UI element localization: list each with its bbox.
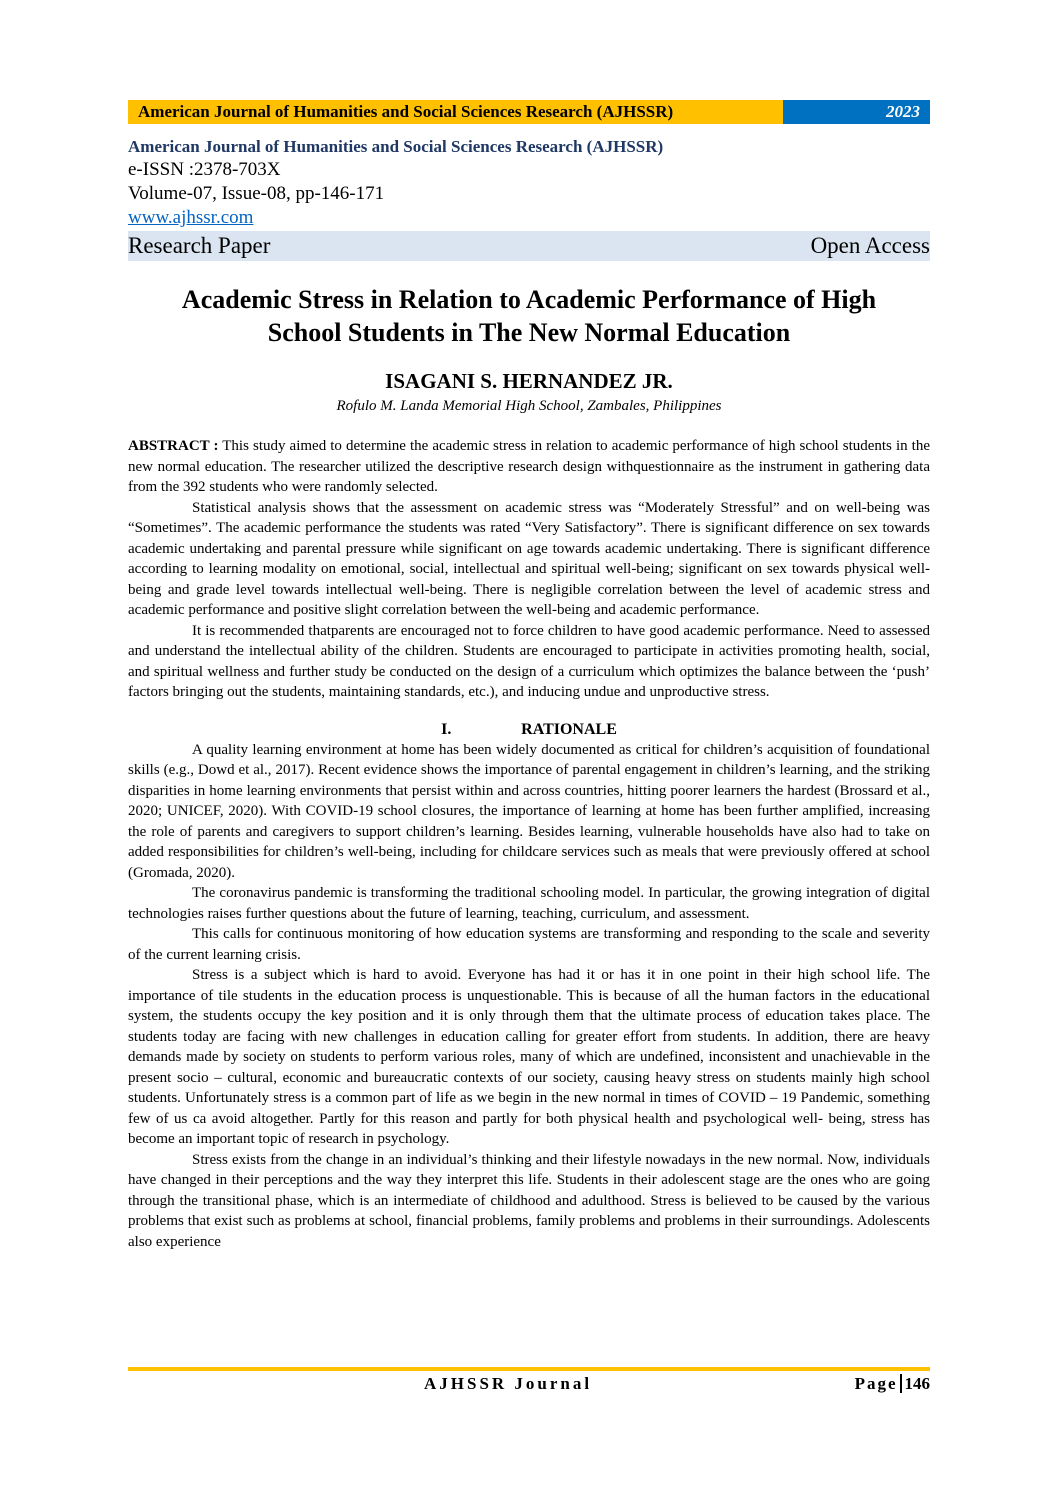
- article-body: [128, 436, 930, 1252]
- abstract-paragraph-3: It is recommended thatparents are encouraged not to force children to have good academic performance. Need to assessed and understand the intellectual ability of the children. Students are encouraged to participate in activities promoting health, social, and spiritual wellness and further study be conducted on the design of a curriculum which optimizes the balance between the ‘push’ factors bringing out the students, maintaining standards, etc.), and inducing undue and unproductive stress.: [128, 622, 930, 700]
- running-header-year: 2023: [783, 100, 930, 124]
- rationale-paragraph-4: Stress is a subject which is hard to avoid. Everyone has had it or has it in one point in their high school life. The importance of tile students in the education process is unquestionable. This is because of all the human factors in the educational system, the students occupy the key position and it is only through them that the ultimate process of education takes place. The students today are facing with new challenges in education calling for greater effort from students. In addition, there are heavy demands made by society on students to perform various roles, many of which are undefined, inconsistent and unachievable in the present socio – cultural, economic and bureaucratic contexts of our society, causing heavy stress on students mainly high school students. Unfortunately stress is a common part of life as we begin in the new normal in times of COVID – 19 Pandemic, something few of us ca avoid altogether. Partly for this reason and partly for both physical health and psychological well- being, stress has become an important topic of research in psychology.: [128, 967, 930, 1147]
- abstract-text-1: This study aimed to determine the academic stress in relation to academic performance of high school students in the new normal education. The researcher utilized the descriptive research design withquestionnaire as the instrument in gathering data from the 392 students who were randomly selected.: [128, 438, 930, 495]
- journal-website-link[interactable]: www.ajhssr.com: [128, 207, 254, 228]
- journal-title: American Journal of Humanities and Social Sciences Research (AJHSSR): [128, 137, 664, 156]
- author-name: ISAGANI S. HERNANDEZ JR.: [385, 369, 673, 393]
- eissn: e-ISSN :2378-703X: [128, 159, 281, 180]
- footer-page-number: 146: [900, 1374, 931, 1393]
- running-header-journal: American Journal of Humanities and Social Sciences Research (AJHSSR): [128, 100, 783, 124]
- footer-page: [855, 1374, 930, 1394]
- volume-issue: Volume-07, Issue-08, pp-146-171: [128, 183, 385, 204]
- rationale-paragraph-3: This calls for continuous monitoring of how education systems are transforming and responding to the scale and severity of the current learning crisis.: [128, 926, 930, 963]
- section-number: I.: [441, 720, 452, 738]
- abstract-paragraph-2: Statistical analysis shows that the assessment on academic stress was “Moderately Stressful” and on well-being was “Sometimes”. The academic performance the students was rated “Very Satisfactory”. There is significant difference on sex towards academic undertaking and parental pressure while significant on age towards academic undertaking. There is significant difference according to learning modality on emotional, social, intellectual and spiritual well-being; significant on sex towards physical well-being and grade level towards intellectual well-being. There is negligible correlation between the level of academic stress and academic performance and positive slight correlation between the well-being and academic performance.: [128, 499, 930, 618]
- running-header: [128, 100, 930, 124]
- rationale-paragraph-5: Stress exists from the change in an individual’s thinking and their lifestyle nowadays in the new normal. Now, individuals have changed in their perceptions and the way they interpret this life. Students in their adolescent stage are the ones who are going through the transitional phase, which is an intermediate of childhood and adulthood. Stress is believed to be caused by the various problems that exist such as problems at school, financial problems, family problems and problems in their surroundings. Adolescents also experience: [128, 1151, 930, 1250]
- page-footer: [128, 1374, 930, 1398]
- paper-type: Research Paper: [128, 233, 271, 258]
- footer-journal: AJHSSR Journal: [424, 1374, 593, 1393]
- rationale-paragraph-2: The coronavirus pandemic is transforming the traditional schooling model. In particular, the growing integration of digital technologies raises further questions about the future of learning, teaching, curriculum, and assessment.: [128, 885, 930, 922]
- paper-type-bar: [128, 231, 930, 261]
- article-title: [128, 283, 930, 349]
- footer-page-label: Page: [854, 1374, 898, 1393]
- section-heading: [128, 720, 930, 740]
- rationale-paragraph-1: A quality learning environment at home has been widely documented as critical for children’s acquisition of foundational skills (e.g., Dowd et al., 2017). Recent evidence shows the importance of parental engagement in children’s learning, and the striking disparities in home learning environments that persist within and across countries, hitting poorer learners the hardest (Brossard et al., 2020; UNICEF, 2020). With COVID-19 school closures, the importance of learning at home has been further amplified, increasing the role of parents and caregivers to support children’s learning. Besides learning, vulnerable households have also had to take on added responsibilities for children’s well-being, including for childcare services such as meals that were previously offered at school (Gromada, 2020).: [128, 741, 930, 881]
- section-title: RATIONALE: [521, 720, 617, 738]
- footer-rule: [128, 1367, 930, 1371]
- title-line-2: School Students in The New Normal Education: [267, 318, 791, 347]
- title-line-1: Academic Stress in Relation to Academic Performance of High: [181, 285, 877, 314]
- abstract-label: ABSTRACT :: [128, 438, 219, 454]
- abstract-paragraph-1: [128, 436, 930, 498]
- access-type: Open Access: [810, 233, 930, 258]
- author-affiliation: Rofulo M. Landa Memorial High School, Zambales, Philippines: [336, 398, 722, 414]
- article-meta: [128, 136, 930, 261]
